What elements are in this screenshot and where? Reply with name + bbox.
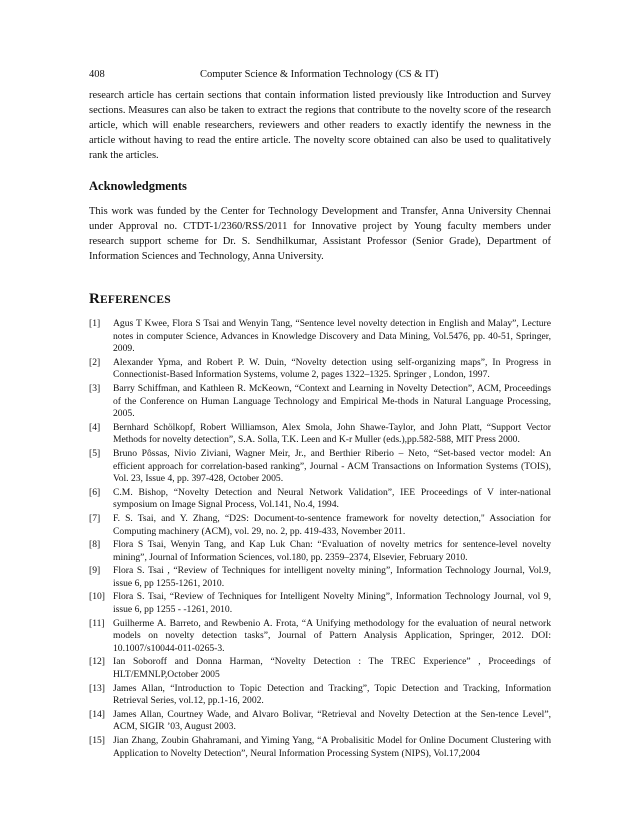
reference-item (89, 422, 551, 447)
reference-item (89, 487, 551, 512)
reference-item (89, 735, 551, 760)
reference-text: Flora S Tsai, Wenyin Tang, and Kap Luk Chan: “Evaluation of novelty metrics for sentence-level novelty mining”, Journal of Information Sciences, vol.180, pp. 2359–2374, Elsevier, February 2010. (113, 539, 551, 563)
running-title: Computer Science & Information Technology (CS & IT) (200, 69, 439, 80)
reference-text: Alexander Ypma, and Robert P. W. Duin, “Novelty detection using self-organizing maps”, In Progress in Connectionist-Based Information Systems, volume 2, pages 1322–1325. Springer , London, 1997. (113, 356, 551, 381)
reference-item (89, 448, 551, 486)
reference-number: [9] (89, 565, 101, 577)
reference-item (89, 318, 551, 356)
reference-number: [14] (89, 708, 105, 720)
reference-item (89, 709, 551, 734)
reference-item (89, 565, 551, 590)
reference-number: [4] (89, 421, 101, 433)
reference-item (89, 513, 551, 538)
reference-text: Agus T Kwee, Flora S Tsai and Wenyin Tang, “Sentence level novelty detection in English and Malay”, Lecture notes in computer Science, Advances in Knowledge Discovery and Data Mining, Vol.5476, pp. 40-51, Springer, 2009. (113, 318, 551, 355)
reference-number: [1] (89, 318, 101, 329)
reference-text: James Allan, “Introduction to Topic Detection and Tracking”, Topic Detection and Tracking, Information Retrieval Series, vol.12, pp.1-16, 2002. (113, 682, 551, 707)
reference-text: C.M. Bishop, “Novelty Detection and Neural Network Validation”, IEE Proceedings of V inter-national symposium on Image Signal Process, Vol.141, No.4, 1994. (113, 486, 551, 511)
reference-item (89, 618, 551, 656)
reference-text: Ian Soboroff and Donna Harman, “Novelty Detection : The TREC Experience” , Proceedings of HLT/EMNLP,October 2005 (113, 656, 551, 681)
reference-item (89, 683, 551, 708)
reference-number: [11] (89, 617, 105, 629)
reference-item (89, 591, 551, 616)
acknowledgments-heading: Acknowledgments (89, 179, 187, 193)
reference-number: [10] (89, 591, 105, 603)
reference-number: [15] (89, 735, 105, 746)
reference-number: [5] (89, 447, 101, 459)
reference-number: [2] (89, 356, 101, 368)
reference-number: [8] (89, 539, 101, 551)
reference-text: Flora S. Tsai, “Review of Techniques for Intelligent Novelty Mining”, Information Technology Journal, vol 9, issue 6, pp 1255 - -1261, 2010. (113, 591, 551, 616)
reference-number: [12] (89, 656, 105, 668)
reference-text: F. S. Tsai, and Y. Zhang, “D2S: Document-to-sentence framework for novelty detection," Association for Computing machinery (ACM), vol. 29, no. 2, pp. 419-433, November 2011. (113, 512, 551, 537)
reference-text: Bruno Pôssas, Nivio Ziviani, Wagner Meir, Jr., and Berthier Riberio – Neto, “Set-based vector model: An efficient approach for correlation-based ranking”, Journal - ACM Transactions on Information Systems (TOIS), Vol. 23, Issue 4, pp. 397-428, October 2005. (113, 447, 551, 485)
reference-text: Jian Zhang, Zoubin Ghahramani, and Yiming Yang, “A Probalisitic Model for Online Document Clustering with Application to Novelty Detection”, Neural Information Processing System (NIPS), Vol.17,2004 (113, 735, 551, 759)
reference-item (89, 357, 551, 382)
page-number: 408 (89, 69, 105, 80)
references-heading (89, 290, 551, 309)
reference-number: [6] (89, 486, 101, 498)
reference-item (89, 383, 551, 421)
intro-paragraph: research article has certain sections that contain information listed previously like Introduction and Survey sections. Measures can also be taken to extract the regions that contribute to the novelty score of the research article, which will enable researchers, reviewers and other readers to exactly identify the newness in the article without having to read the entire article. The novelty score obtained can also be used to qualitatively rank the articles. (89, 90, 551, 161)
reference-item (89, 539, 551, 564)
reference-text: Flora S. Tsai , “Review of Techniques for intelligent novelty mining”, Information Technology Journal, Vol.9, issue 6, pp 1255-1261, 2010. (113, 565, 551, 589)
reference-item (89, 656, 551, 681)
page-header (89, 68, 551, 82)
reference-text: Barry Schiffman, and Kathleen R. McKeown, “Context and Learning in Novelty Detection”, ACM, Proceedings of the Conference on Human Language Technology and Empirical Me-thods in Natural Language Processing, 2005. (113, 382, 551, 420)
acknowledgments-text: This work was funded by the Center for Technology Development and Transfer, Anna University Chennai under Approval no. CTDT-1/2360/RSS/2011 for Innovative project by Young faculty members under research support scheme for Dr. S. Sendhilkumar, Assistant Professor (Senior Grade), Department of Information Sciences and Technology, Anna University. (89, 206, 551, 262)
reference-number: [7] (89, 512, 101, 524)
reference-text: Bernhard Schölkopf, Robert Williamson, Alex Smola, John Shawe-Taylor, and John Platt, “Support Vector Methods for novelty detection”, S.A. Solla, T.K. Leen and K-r Muller (eds.),pp.582-588, MIT Press 2000. (113, 421, 551, 446)
reference-number: [13] (89, 682, 105, 694)
reference-text: Guilherme A. Barreto, and Rewbenio A. Frota, “A Unifying methodology for the evaluation of neural network models on novelty detection tasks”, Journal of Pattern Analysis Application, Springer, 2012. DOI: 10.1007/s10044-011-0265-3. (113, 617, 551, 654)
reference-list (89, 318, 551, 760)
reference-text: James Allan, Courtney Wade, and Alvaro Bolivar, “Retrieval and Novelty Detection at the Sen-tence Level”, ACM, SIGIR ’03, August 2003. (113, 708, 551, 733)
page-content (89, 88, 551, 761)
reference-number: [3] (89, 382, 101, 394)
references-heading-rest: EFERENCES (100, 294, 171, 306)
references-heading-initial: R (89, 291, 101, 307)
